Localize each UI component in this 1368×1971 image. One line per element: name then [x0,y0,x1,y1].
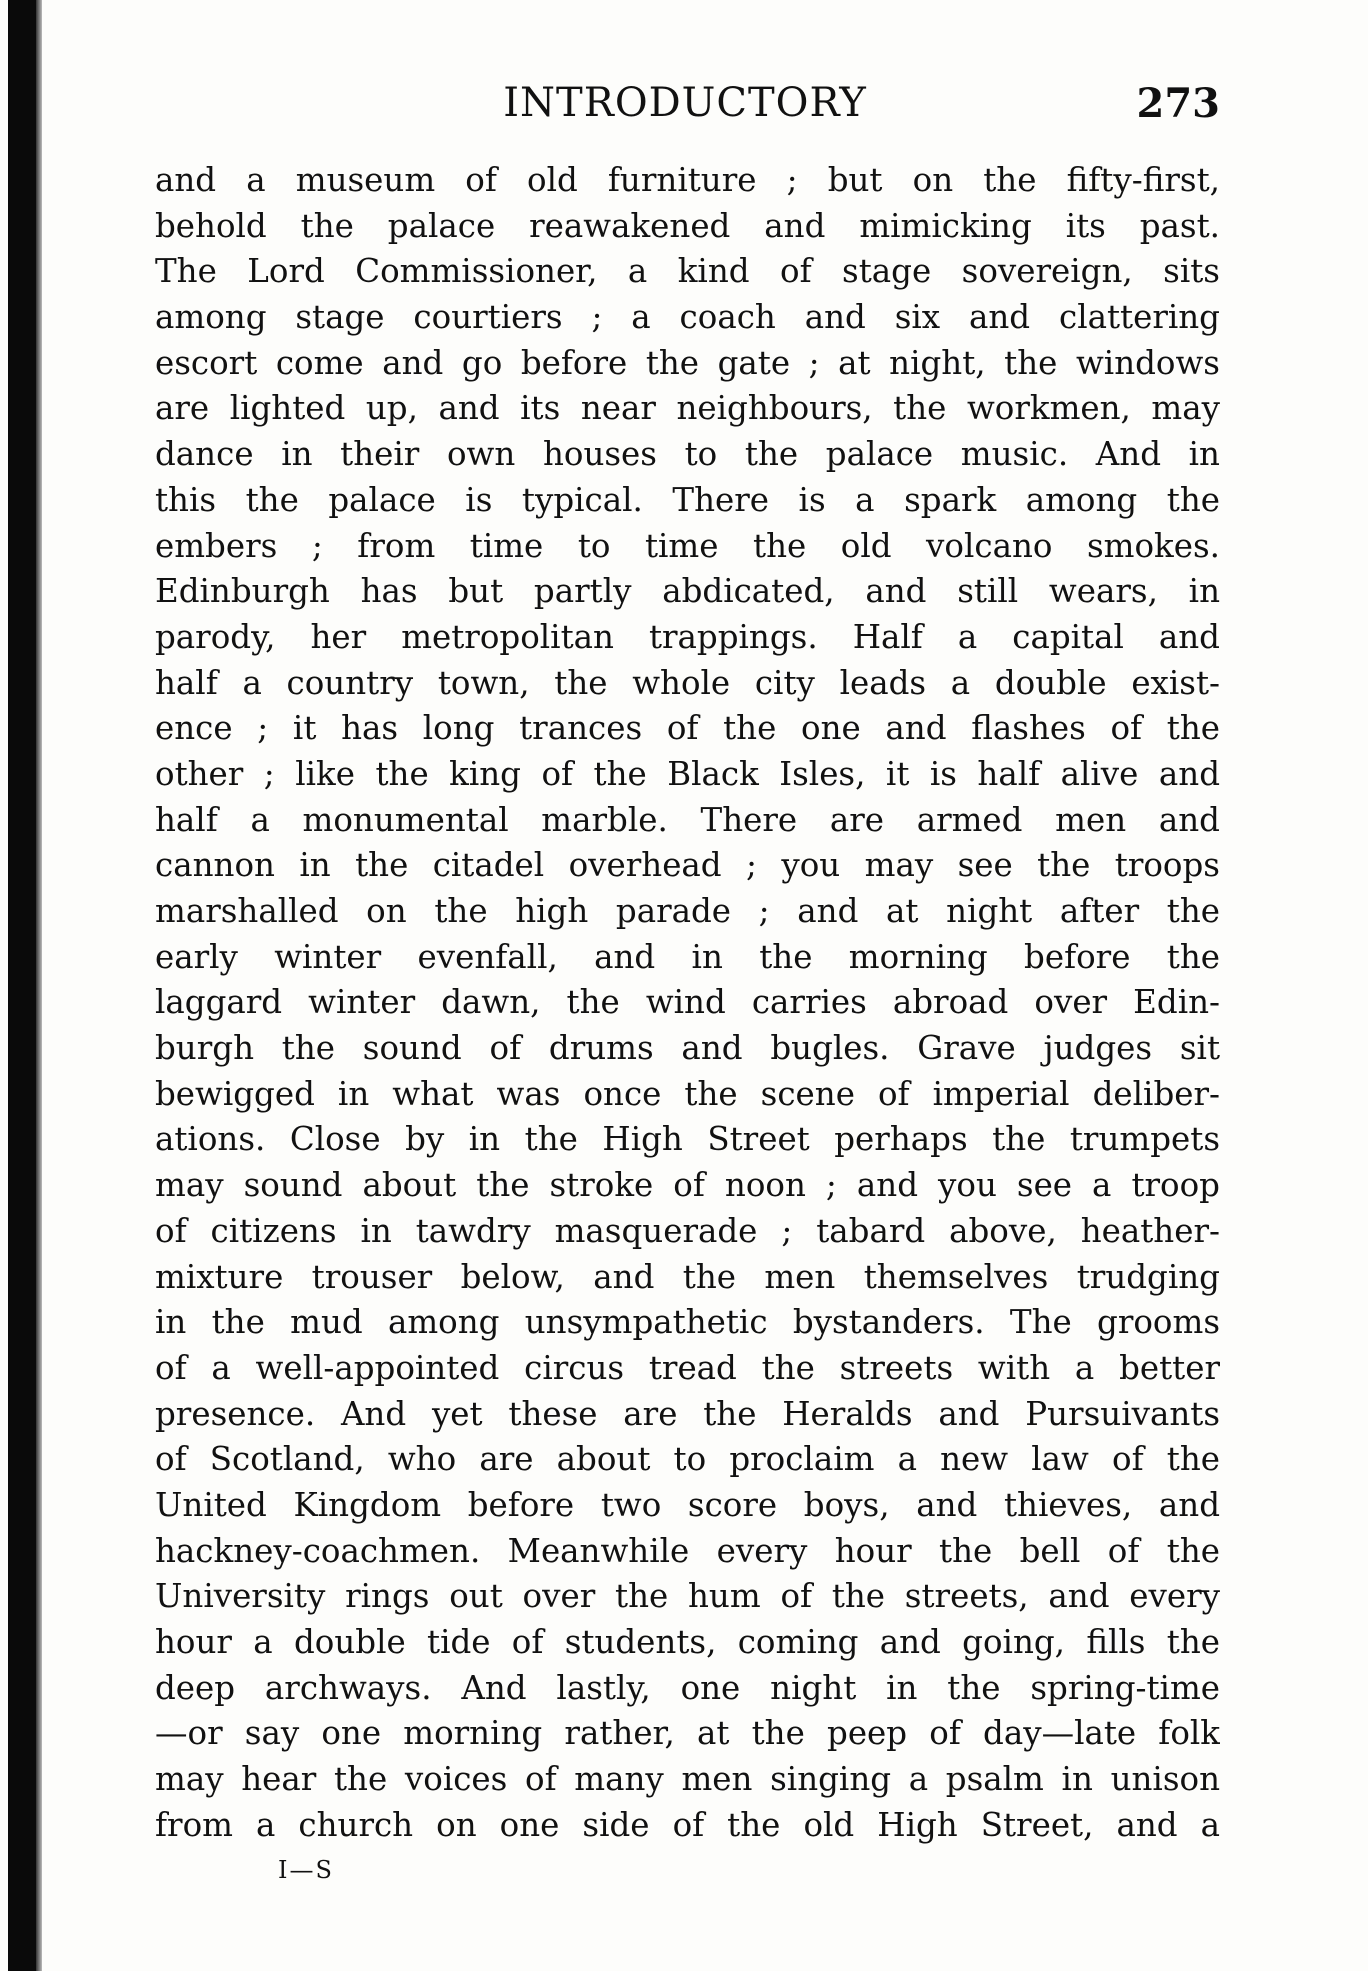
text-line: and a museum of old furniture ; but on the fifty-first, [155,161,1220,199]
text-line: mixture trouser below, and the men themselves trudging [155,1257,1220,1296]
text-line: early winter evenfall, and in the morning before the [155,937,1220,976]
text-line: from a church on one side of the old High Street, and a [155,1805,1220,1844]
text-line: parody, her metropolitan trappings. Half a capital and [155,617,1220,656]
text-line: ations. Close by in the High Street perhaps the trumpets [155,1120,1220,1159]
text-line: presence. And yet these are the Heralds and Pursuivants [155,1394,1220,1433]
text-line: laggard winter dawn, the wind carries abroad over Edin- [155,983,1220,1022]
text-line: marshalled on the high parade ; and at night after the [155,892,1220,930]
text-line: in the mud among unsympathetic bystanders. The grooms [155,1303,1220,1342]
text-line: hour a double tide of students, coming and going, fills the [155,1623,1220,1661]
text-line: escort come and go before the gate ; at night, the windows [155,343,1220,382]
body-text [155,158,1220,1848]
text-line: bewigged in what was once the scene of imperial deliber- [155,1074,1220,1113]
signature-mark: I—S [278,1856,334,1884]
running-title: INTRODUCTORY [503,80,867,126]
text-line: among stage courtiers ; a coach and six and clattering [155,298,1220,337]
text-line: embers ; from time to time the old volcano smokes. [155,526,1220,565]
text-line: are lighted up, and its near neighbours, the workmen, may [155,389,1220,428]
text-line: hackney-coachmen. Meanwhile every hour the bell of the [155,1531,1220,1570]
text-line: behold the palace reawakened and mimicking its past. [155,206,1220,245]
page-number: 273 [1136,80,1220,127]
binding-edge [8,0,36,1971]
text-line: of citizens in tawdry masquerade ; tabard above, heather- [155,1211,1220,1250]
text-line: half a country town, the whole city leads a double exist- [155,663,1220,702]
text-line: United Kingdom before two score boys, and thieves, and [155,1485,1220,1524]
text-line: Edinburgh has but partly abdicated, and still wears, in [155,572,1220,611]
text-line: deep archways. And lastly, one night in the spring-time [155,1668,1220,1707]
text-line: University rings out over the hum of the streets, and every [155,1577,1220,1616]
text-line: ence ; it has long trances of the one and flashes of the [155,709,1220,748]
text-line: The Lord Commissioner, a kind of stage sovereign, sits [155,252,1220,291]
text-line: this the palace is typical. There is a spark among the [155,480,1220,519]
text-line: of Scotland, who are about to proclaim a new law of the [155,1440,1220,1479]
running-head [150,80,1220,140]
text-line: of a well-appointed circus tread the streets with a better [155,1348,1220,1387]
text-line: —or say one morning rather, at the peep of day—late folk [155,1714,1220,1753]
text-line: half a monumental marble. There are armed men and [155,800,1220,839]
text-line: may sound about the stroke of noon ; and you see a troop [155,1166,1220,1205]
binding-edge-shadow [36,0,42,1971]
text-line: other ; like the king of the Black Isles, it is half alive and [155,754,1220,793]
text-line: cannon in the citadel overhead ; you may see the troops [155,846,1220,885]
text-line: burgh the sound of drums and bugles. Grave judges sit [155,1029,1220,1068]
text-line: dance in their own houses to the palace music. And in [155,435,1220,474]
text-line: may hear the voices of many men singing a psalm in unison [155,1760,1220,1799]
